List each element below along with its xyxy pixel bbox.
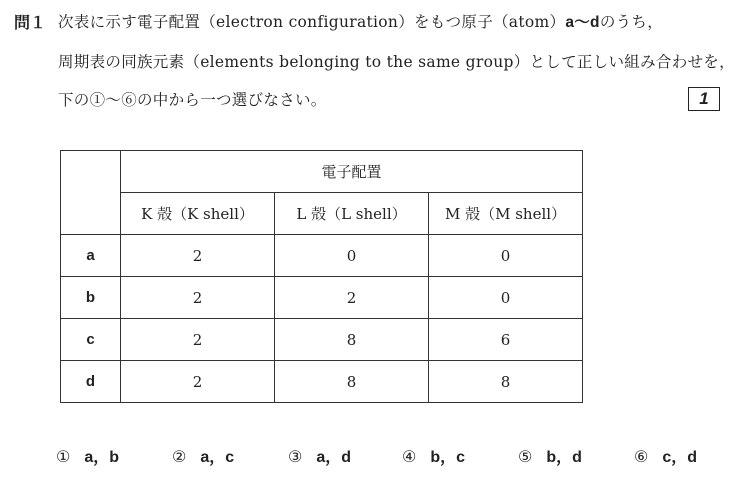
answer-number-box: 1	[688, 87, 720, 111]
question-line-3: 下の①〜⑥の中から一つ選びなさい。	[58, 91, 327, 109]
cell: 0	[275, 235, 429, 277]
column-header: M 殻（M shell）	[429, 193, 583, 235]
option-1	[56, 444, 119, 467]
option-number: ⑥	[634, 447, 649, 466]
electron-configuration-table	[60, 150, 583, 403]
table-row	[61, 361, 583, 403]
row-label: a	[61, 235, 121, 277]
option-6	[634, 444, 697, 467]
option-number: ①	[56, 447, 71, 466]
question-text: のうち，	[599, 13, 664, 31]
question-text: 次表に示す電子配置（electron configuration）をもつ原子（atom）	[58, 13, 566, 31]
option-3	[288, 444, 351, 467]
option-number: ⑤	[518, 447, 533, 466]
option-label: a，c	[200, 449, 235, 466]
option-2	[172, 444, 234, 467]
row-label: d	[61, 361, 121, 403]
question-line-2: 周期表の同族元素（elements belonging to the same group）として正しい組み合わせを，	[58, 53, 735, 71]
corner-cell	[61, 151, 121, 235]
cell: 6	[429, 319, 583, 361]
cell: 2	[121, 235, 275, 277]
row-label: b	[61, 277, 121, 319]
option-label: a，d	[316, 449, 352, 466]
cell: 2	[275, 277, 429, 319]
table-row	[61, 235, 583, 277]
group-header: 電子配置	[121, 151, 583, 193]
option-label: b，c	[430, 449, 466, 466]
option-number: ③	[288, 447, 303, 466]
option-number: ④	[402, 447, 417, 466]
cell: 0	[429, 235, 583, 277]
atom-range: a〜d	[565, 14, 600, 31]
cell: 2	[121, 319, 275, 361]
cell: 0	[429, 277, 583, 319]
option-label: c，d	[662, 449, 698, 466]
row-label: c	[61, 319, 121, 361]
column-header: K 殻（K shell）	[121, 193, 275, 235]
cell: 2	[121, 277, 275, 319]
cell: 8	[275, 319, 429, 361]
cell: 2	[121, 361, 275, 403]
cell: 8	[429, 361, 583, 403]
option-4	[402, 444, 465, 467]
option-number: ②	[172, 447, 187, 466]
table-row	[61, 319, 583, 361]
question-number: 問１	[14, 15, 47, 32]
option-label: b，d	[546, 449, 582, 466]
option-label: a，b	[84, 449, 120, 466]
question-line-1	[58, 10, 663, 32]
option-5	[518, 444, 582, 467]
cell: 8	[275, 361, 429, 403]
column-header: L 殻（L shell）	[275, 193, 429, 235]
table-row	[61, 277, 583, 319]
